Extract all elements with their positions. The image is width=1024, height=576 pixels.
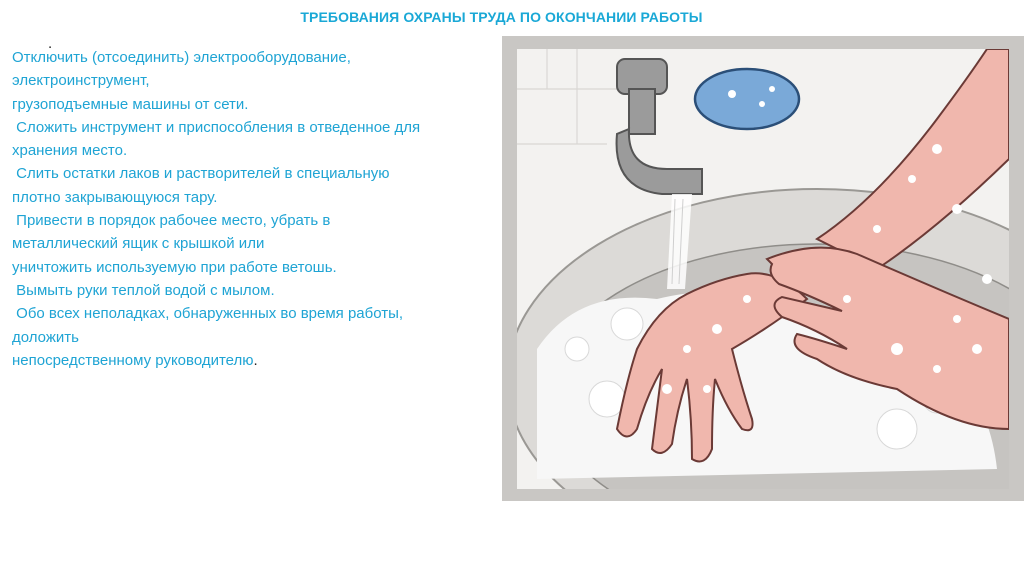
text-line: Вымыть руки теплой водой с мылом. [12, 281, 275, 299]
text-line: доложить [12, 328, 79, 346]
text-line: Сложить инструмент и приспособления в отведенное для [12, 118, 421, 136]
text-line: грузоподъемные машины от сети. [12, 95, 249, 113]
text-line: Отключить (отсоединить) электрооборудование, [12, 49, 351, 66]
text-line [12, 349, 492, 372]
stray-mark: . [48, 35, 53, 52]
text-line: хранения место. [12, 142, 128, 160]
text-line: уничтожить используемую при работе ветошь. [12, 258, 337, 276]
final-period: . [253, 351, 258, 369]
soap-bar [695, 69, 799, 129]
text-line: Привести в порядок рабочее место, убрать в [12, 212, 331, 230]
text-line: Обо всех неполадках, обнаруженных во время работы, [12, 305, 404, 323]
text-line: электроинструмент, [12, 72, 150, 90]
text-line: Слить остатки лаков и растворителей в специальную [12, 165, 390, 183]
text-line: плотно закрывающуюся тару. [12, 188, 218, 206]
handwashing-illustration [502, 36, 1024, 501]
instructions-text [12, 35, 492, 372]
text-line: металлический ящик с крышкой или [12, 235, 265, 253]
text-line-final: непосредственному руководителю [12, 351, 254, 369]
slide-title: ТРЕБОВАНИЯ ОХРАНЫ ТРУДА ПО ОКОНЧАНИИ РАБОТЫ [300, 9, 703, 25]
handwashing-drawing [517, 49, 1009, 489]
